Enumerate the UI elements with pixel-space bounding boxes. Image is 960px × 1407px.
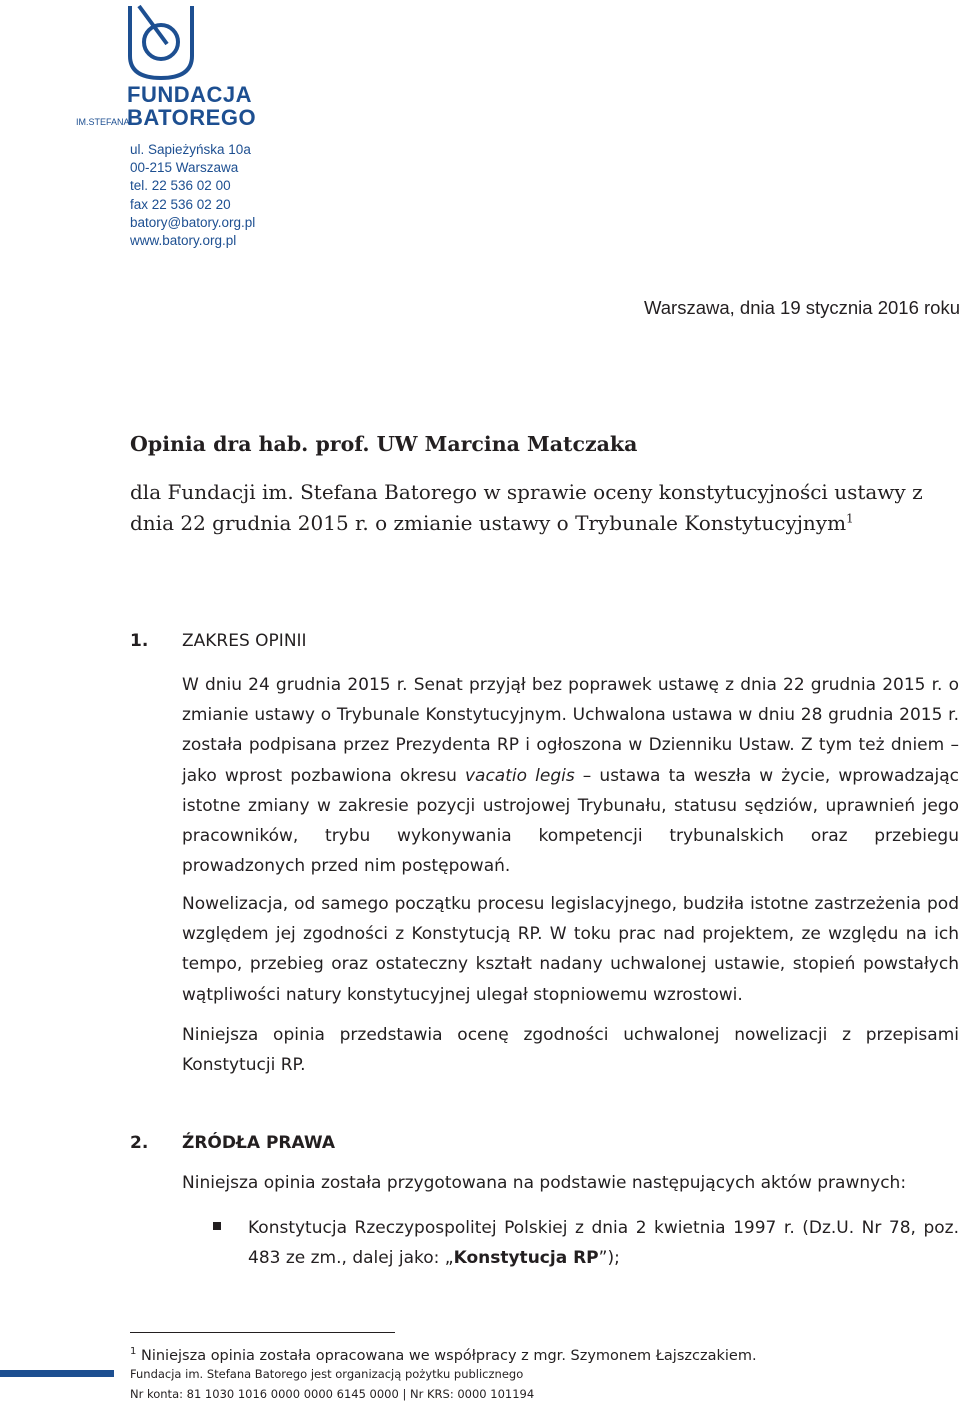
footnote-mark: 1 [130,1346,137,1357]
paragraph: Nowelizacja, od samego początku procesu legislacyjnego, budziła istotne zastrzeżenia pod względem jej zgodności z Konstytucją RP. W toku prac nad projektem, ze względu na ich tempo, przebieg oraz ostateczny kształt nadany uchwalonej ustawie, stopień powstałych wątpliwości natury konstytucyjnej ulegał stopniowemu wzrostowi. [182,894,959,1005]
contact-phone: tel. 22 536 02 00 [130,178,231,194]
contact-address: ul. Sapieżyńska 10a [130,142,251,157]
paragraph [182,670,959,881]
contact-fax: fax 22 536 02 20 [130,196,231,212]
footer-line: Nr konta: 81 1030 1016 0000 0000 6145 0000 | Nr KRS: 0000 101194 [130,1387,535,1401]
logo-text-prefix: IM.STEFANA [76,117,130,127]
subtitle-text: dla Fundacji im. Stefana Batorego w sprawie oceny konstytucyjności ustawy z dnia 22 grudnia 2015 r. o zmianie ustawy o Trybunale Konstytucyjnym [130,480,923,535]
defined-term: Konstytucja RP [453,1248,599,1269]
document-date: Warszawa, dnia 19 stycznia 2016 roku [643,297,960,318]
logo-mark-icon [127,4,195,80]
footnote-divider [130,1332,395,1333]
square-bullet-icon [212,1221,222,1231]
paragraph-text: W dniu 24 grudnia 2015 r. Senat przyjął bez poprawek ustawę z dnia 22 grudnia 2015 r. o zmianie ustawy o Trybunale Konstytucyjnym. Uchwalona ustawa w dniu 28 grudnia 2015 r. została podpisana przez Prezydenta RP i ogłoszona w Dzienniku Ustaw. Z tym też dniem – jako wprost pozbawiona okresu [182,675,959,786]
footer-line: Fundacja im. Stefana Batorego jest organizacją pożytku publicznego [130,1367,524,1381]
logo-text-fundacja: FUNDACJA [127,82,252,107]
list-item-text: Konstytucja Rzeczypospolitej Polskiej z dnia 2 kwietnia 1997 r. (Dz.U. Nr 78, poz. 483 ze zm., dalej jako: „ [248,1218,959,1269]
logo-text-batorego: BATOREGO [127,105,257,130]
paragraph: Niniejsza opinia przedstawia ocenę zgodności uchwalonej nowelizacji z przepisami Konstytucji RP. [182,1025,959,1076]
contact-block [130,141,255,250]
contact-city: 00-215 Warszawa [130,160,239,176]
foundation-logo [72,4,257,130]
latin-term: vacatio legis [464,765,575,786]
paragraph-text: – ustawa ta weszła w życie, wprowadzając istotne zmiany w zakresie pozycji ustrojowej Trybunału, statusu sędziów, uprawnień jego pracowników, trybu wykonywania kompetencji trybunalskich oraz przebiegu prowadzonych przed nim postępowań. [182,765,959,877]
section-title: ŹRÓDŁA PRAWA [182,1133,336,1153]
section-number: 1. [130,631,149,651]
document-title: Opinia dra hab. prof. UW Marcina Matczaka [130,432,638,456]
contact-email-link[interactable]: batory@batory.org.pl [130,214,256,230]
paragraph: Niniejsza opinia została przygotowana na podstawie następujących aktów prawnych: [182,1173,907,1193]
contact-website-link[interactable]: www.batory.org.pl [130,233,237,249]
footer-accent-bar [0,1370,114,1377]
section-title: ZAKRES OPINII [182,631,307,651]
footnote-reference[interactable]: 1 [846,511,854,526]
footnote [130,1346,757,1364]
document-subtitle [130,477,960,539]
list-item-text: ”); [598,1248,620,1269]
footnote-text: Niniejsza opinia została opracowana we współpracy z mgr. Szymonem Łajszczakiem. [140,1347,757,1364]
section-number: 2. [130,1133,149,1153]
list-item [248,1213,959,1273]
